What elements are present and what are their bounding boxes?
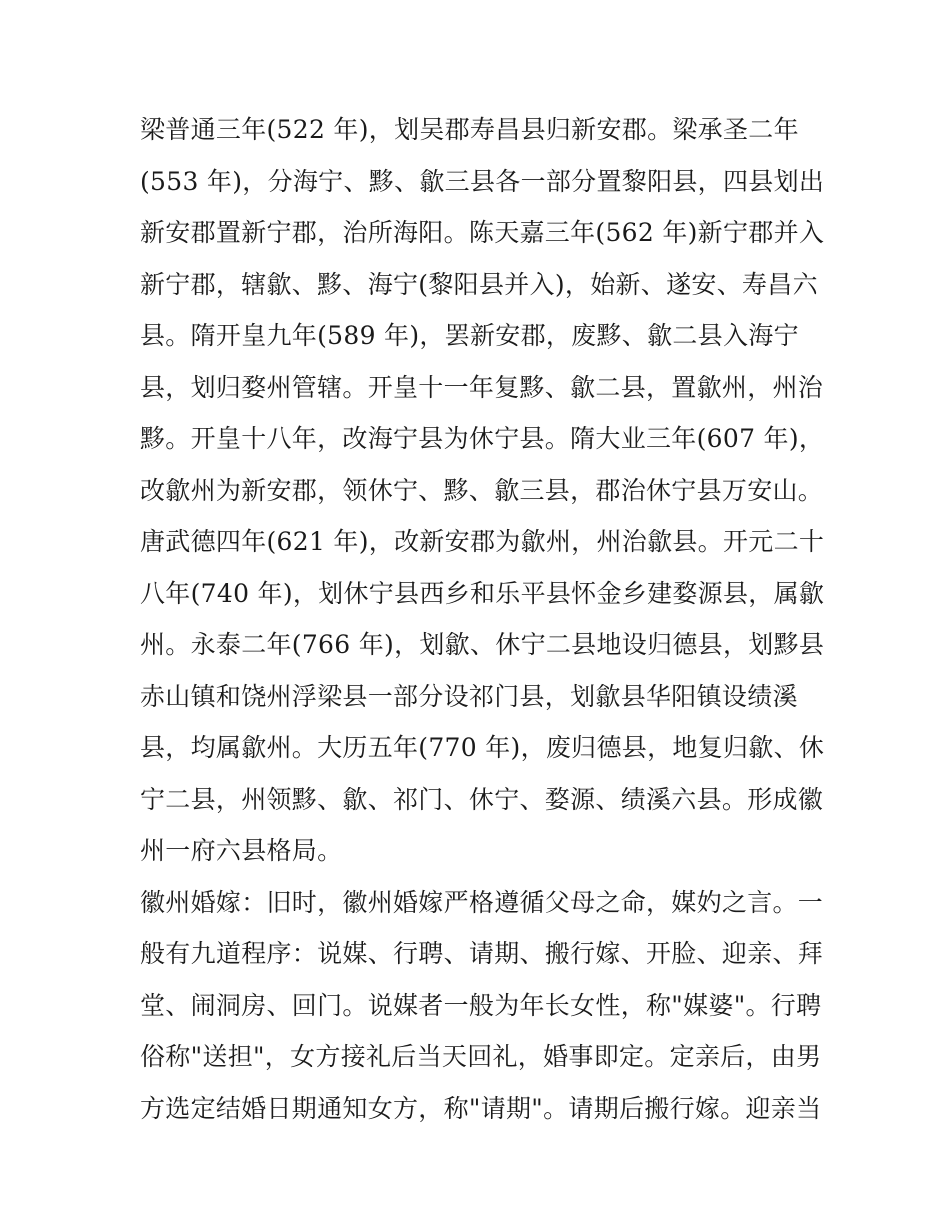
text-line: 改歙州为新安郡，领休宁、黟、歙三县，郡治休宁县万安山。 — [140, 475, 824, 505]
text-line: 宁二县，州领黟、歙、祁门、休宁、婺源、绩溪六县。形成徽 — [140, 784, 824, 814]
text-line: 方选定结婚日期通知女方，称"请期"。请期后搬行嫁。迎亲当 — [140, 1093, 822, 1123]
text-line: 县，均属歙州。大历五年(770 年)，废归德县，地复归歙、休 — [140, 733, 825, 762]
document-body — [140, 104, 825, 1134]
text-line: 县，划归婺州管辖。开皇十一年复黟、歙二县，置歙州，州治 — [140, 372, 824, 402]
text-line: 俗称"送担"，女方接礼后当天回礼，婚事即定。定亲后，由男 — [140, 1042, 822, 1071]
text-line: 梁普通三年(522 年)，划吴郡寿昌县归新安郡。梁承圣二年 — [140, 115, 799, 144]
marriage-paragraph — [140, 877, 824, 1135]
text-line: 新安郡置新宁郡，治所海阳。陈天嘉三年(562 年)新宁郡并入 — [140, 218, 825, 247]
text-line: 州一府六县格局。 — [140, 836, 343, 865]
text-line: 赤山镇和饶州浮梁县一部分设祁门县，划歙县华阳镇设绩溪 — [140, 681, 798, 711]
text-line: 堂、闹洞房、回门。说媒者一般为年长女性，称"媒婆"。行聘 — [140, 990, 822, 1020]
text-line: 新宁郡，辖歙、黟、海宁(黎阳县并入)，始新、遂安、寿昌六 — [140, 269, 818, 299]
text-line: 州。永泰二年(766 年)，划歙、休宁二县地设归德县，划黟县 — [140, 630, 825, 659]
text-line: 县。隋开皇九年(589 年)，罢新安郡，废黟、歙二县入海宁 — [140, 321, 799, 350]
history-paragraph — [140, 104, 825, 877]
text-line: 唐武德四年(621 年)，改新安郡为歙州，州治歙县。开元二十 — [140, 527, 825, 556]
text-line: 般有九道程序：说媒、行聘、请期、搬行嫁、开脸、迎亲、拜 — [140, 939, 824, 968]
text-line: 徽州婚嫁：旧时，徽州婚嫁严格遵循父母之命，媒妁之言。一 — [140, 887, 824, 917]
text-line: (553 年)，分海宁、黟、歙三县各一部分置黎阳县，四县划出 — [140, 166, 825, 196]
text-line: 黟。开皇十八年，改海宁县为休宁县。隋大业三年(607 年)， — [140, 424, 825, 453]
text-line: 八年(740 年)，划休宁县西乡和乐平县怀金乡建婺源县，属歙 — [140, 578, 825, 608]
